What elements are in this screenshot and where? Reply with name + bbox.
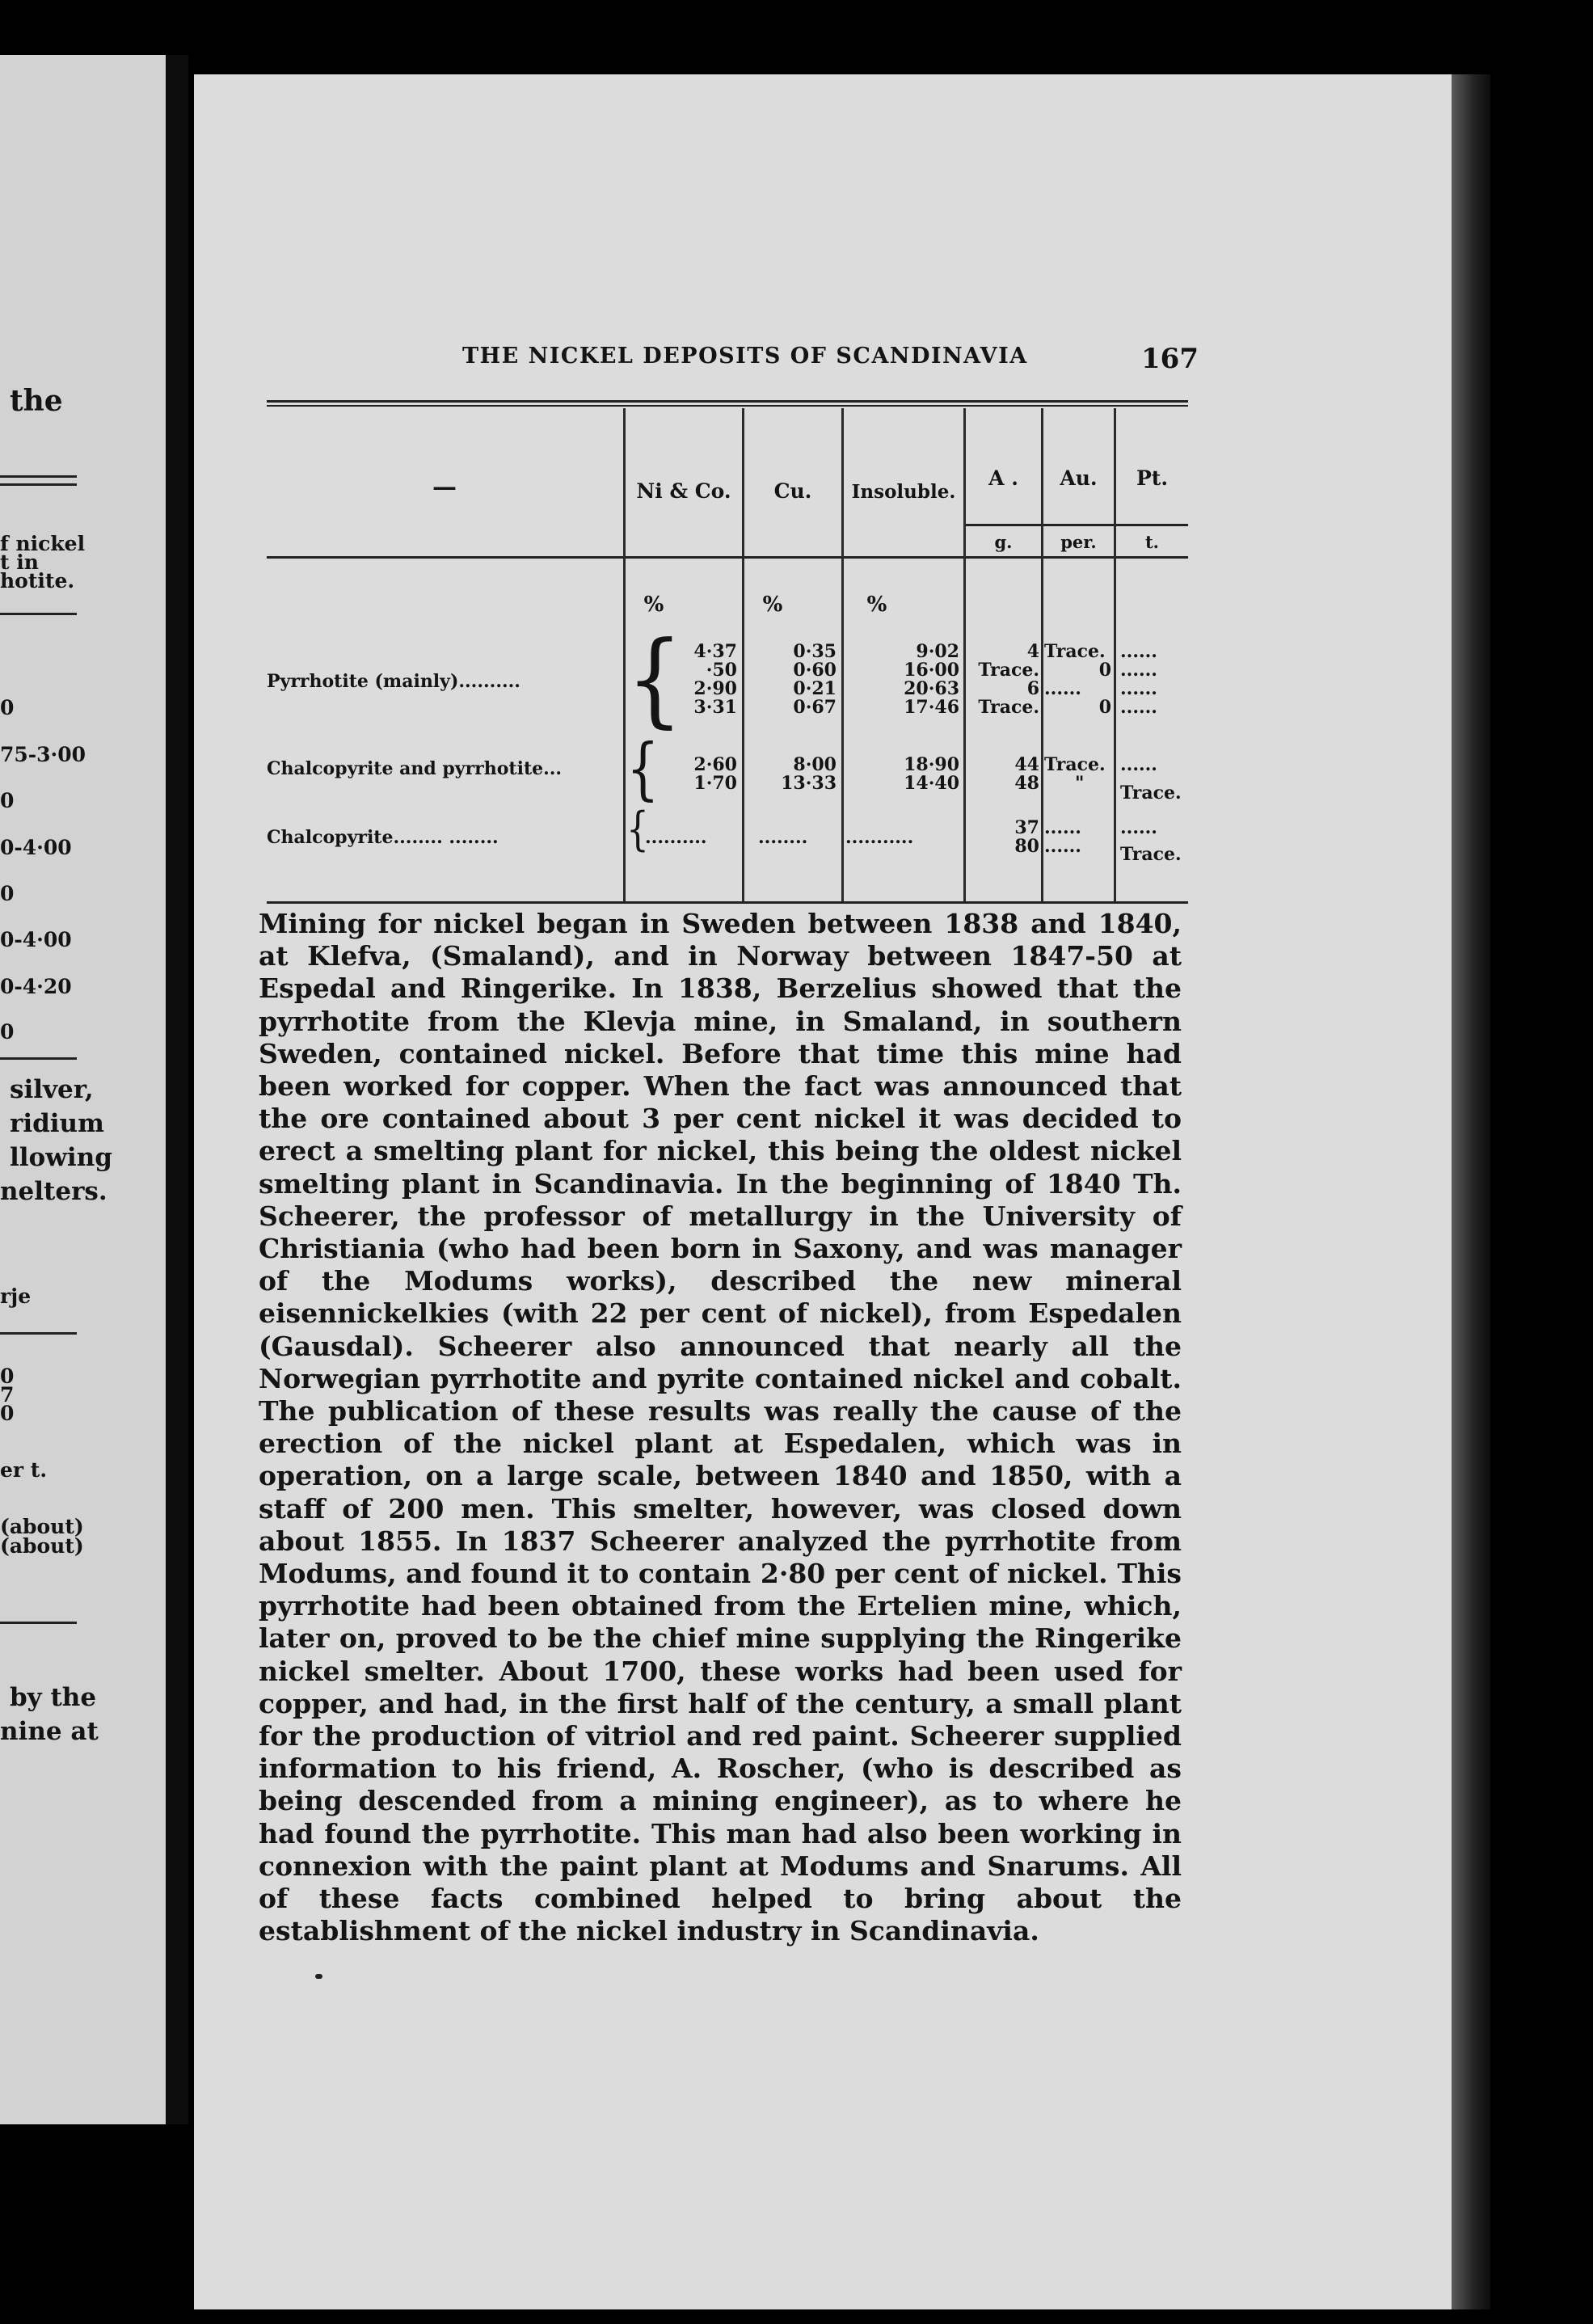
row-label-chalcopyrite: Chalcopyrite........ ........ [267, 827, 499, 848]
facing-rule [0, 1332, 77, 1335]
facing-text: 0-4·00 [0, 928, 72, 951]
facing-text: 0 [0, 1402, 15, 1425]
cell-pt: ...... [1120, 697, 1157, 718]
cell-insoluble: 18·90 [904, 754, 959, 775]
facing-text: 0 [0, 1364, 15, 1388]
cell-insoluble: 16·00 [904, 660, 959, 681]
cell-insoluble: 14·40 [904, 773, 959, 794]
facing-text: the [10, 384, 63, 418]
label-column-header: — [432, 473, 457, 501]
cell-ni-co: 3·31 [693, 697, 737, 718]
facing-page-fragment [0, 55, 188, 2124]
running-head: THE NICKEL DEPOSITS OF SCANDINAVIA [462, 344, 1028, 369]
cell-ni-co: 4·37 [693, 641, 737, 662]
cell-cu: 8·00 [793, 754, 837, 775]
cell-au: Trace. [1044, 641, 1106, 662]
facing-text: 0 [0, 882, 15, 905]
cell-insoluble: 17·46 [904, 697, 959, 718]
cell-pt: ...... [1120, 754, 1157, 775]
facing-rule [0, 475, 77, 478]
cell-ag: 44 [1014, 754, 1039, 775]
cell-pt: ...... [1120, 817, 1157, 838]
percent-unit-cu: % [762, 593, 783, 617]
table-top-rule [267, 405, 1188, 407]
cell-ni-co: 2·90 [693, 678, 737, 699]
facing-text: by the [10, 1683, 97, 1712]
cell-ag: 37 [1014, 817, 1039, 838]
facing-text: 0 [0, 1020, 15, 1044]
facing-text: nine at [0, 1717, 99, 1746]
cell-au: Trace. [1044, 754, 1106, 775]
cell-ni-co: 1·70 [693, 773, 737, 794]
group-brace: { [626, 803, 649, 857]
facing-text: 0 [0, 789, 15, 812]
facing-rule [0, 483, 77, 486]
column-header-pt: Pt. [1136, 466, 1169, 490]
cell-pt: Trace. [1120, 782, 1182, 803]
subheader-au: per. [1060, 532, 1097, 552]
column-header-au: Au. [1060, 466, 1098, 490]
facing-text: ridium [10, 1109, 104, 1138]
cell-au: 0 [1098, 697, 1111, 718]
cell-cu: ........ [758, 827, 808, 848]
cell-insoluble: 20·63 [904, 678, 959, 699]
percent-unit-insoluble: % [866, 593, 887, 617]
percent-unit-ni-co: % [643, 593, 664, 617]
cell-cu: 0·67 [793, 697, 837, 718]
cell-ni-co: 2·60 [693, 754, 737, 775]
ink-mark [315, 1974, 322, 1979]
cell-au: " [1075, 773, 1085, 794]
facing-text: rje [0, 1284, 32, 1308]
facing-text: 7 [0, 1383, 15, 1407]
facing-text: silver, [10, 1075, 94, 1104]
page-number: 167 [1141, 343, 1199, 375]
facing-text: 75-3·00 [0, 743, 86, 766]
facing-text: llowing [10, 1143, 112, 1172]
facing-rule [0, 1622, 77, 1624]
column-header-cu: Cu. [773, 479, 812, 503]
header-rule [267, 556, 1188, 559]
cell-ag: Trace. [978, 697, 1039, 718]
facing-text: 0 [0, 696, 15, 719]
cell-pt: ...... [1120, 641, 1157, 662]
table-bottom-rule [267, 901, 1188, 904]
cell-au: ...... [1044, 817, 1081, 838]
cell-cu: 0·60 [793, 660, 837, 681]
cell-pt: ...... [1120, 678, 1157, 699]
cell-ag: 4 [1026, 641, 1039, 662]
cell-ag: 48 [1014, 773, 1039, 794]
facing-text: 0-4·20 [0, 975, 72, 998]
cell-cu: 0·35 [793, 641, 837, 662]
cell-au: ...... [1044, 678, 1081, 699]
book-spine-shadow [1452, 74, 1490, 2309]
group-brace: { [626, 730, 660, 809]
facing-rule [0, 613, 77, 615]
facing-text: nelters. [0, 1177, 107, 1206]
cell-au: 0 [1098, 660, 1111, 681]
facing-text: er t. [0, 1458, 48, 1482]
subheader-pt: t. [1144, 532, 1159, 552]
group-brace: { [626, 619, 683, 739]
facing-text: 0-4·00 [0, 836, 72, 859]
row-label-pyrrhotite: Pyrrhotite (mainly).......... [267, 671, 520, 692]
assay-table [267, 400, 1188, 909]
column-header-ag: A . [988, 466, 1018, 490]
body-paragraph: Mining for nickel began in Sweden between 1838 and 1840, at Klefva, (Smaland), and in Norway between 1847-50 at Espedal and Ringerike. In 1838, Berzelius showed that the pyrrhotite from the Klevja mine, in Smaland, in southern Sweden, contained nickel. Before that time this mine had been worked for copper. When the fact was announced that the ore contained about 3 per cent nickel it was decided to erect a smelting plant for nickel, this being the oldest nickel smelting plant in Scandinavia. In the beginning of 1840 Th. Scheerer, the professor of metallurgy in the University of Christiania (who had been born in Saxony, and was manager of the Modums works), described the new mineral eisennickelkies (with 22 per cent of nickel), from Espedalen (Gausdal). Scheerer also announced that nearly all the Norwegian pyrrhotite and pyrite contained nickel and cobalt. The publication of these results was really the cause of the erection of the nickel plant at Espedalen, which was in operation, on a large scale, between 1840 and 1850, with a staff of 200 men. This smelter, however, was closed down about 1855. In 1837 Scheerer analyzed the pyrrhotite from Modums, and found it to contain 2·80 per cent of nickel. This pyrrhotite had been obtained from the Ertelien mine, which, later on, proved to be the chief mine supplying the Ringerike nickel smelter. About 1700, these works had been used for copper, and had, in the first half of the century, a small plant for the production of vitriol and red paint. Scheerer supplied information to his friend, A. Roscher, (who is described as being descended from a mining engineer), as to where he had found the pyrrhotite. This man had also been working in connexion with the paint plant at Modums and Snarums. All of these facts combined helped to bring about the establishment of the nickel industry in Scandinavia. [259, 908, 1182, 1947]
subheader-ag: g. [994, 532, 1013, 552]
row-label-chalcopyrite-and-pyrrhotite: Chalcopyrite and pyrrhotite... [267, 758, 563, 779]
cell-ag: 80 [1014, 836, 1039, 857]
facing-text: hotite. [0, 569, 75, 593]
column-header-insoluble: Insoluble. [851, 481, 956, 503]
cell-insoluble: ........... [845, 827, 914, 848]
facing-text: t in [0, 550, 39, 574]
facing-text: f nickel [0, 532, 86, 555]
cell-cu: 0·21 [793, 678, 837, 699]
cell-ni-co: .......... [645, 827, 707, 848]
column-header-ni-co: Ni & Co. [636, 479, 731, 503]
table-top-rule [267, 400, 1188, 403]
cell-cu: 13·33 [781, 773, 837, 794]
cell-ni-co: ·50 [706, 660, 737, 681]
cell-pt: Trace. [1120, 844, 1182, 865]
facing-text: (about) [0, 1534, 84, 1558]
cell-pt: ...... [1120, 660, 1157, 681]
cell-ag: 6 [1026, 678, 1039, 699]
header-rule [966, 524, 1188, 526]
facing-rule [0, 1057, 77, 1060]
facing-text: (about) [0, 1515, 84, 1538]
cell-ag: Trace. [978, 660, 1039, 681]
cell-au: ...... [1044, 836, 1081, 857]
cell-insoluble: 9·02 [916, 641, 959, 662]
